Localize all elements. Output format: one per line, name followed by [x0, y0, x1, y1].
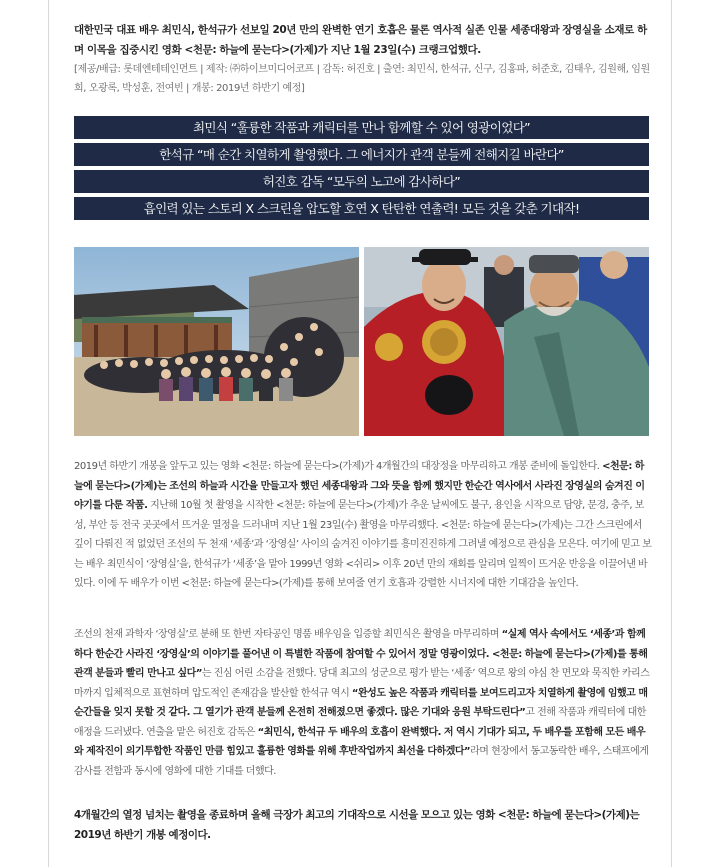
p1-text-b: 지난해 10월 첫 촬영을 시작한 <천문: 하늘에 묻는다>(가제)가 추운 날씨에도 불구, 용인을 시작으로 담양, 문경, 충주, 보성, 부안 등 전국 곳곳에서 뜨거운 열정을 드러내며 지난 1월 23일(수) 촬영을 마무리했다. <천문: 하늘에 묻는다>(가제)는 그간 스크린에서 깊이 다뤄진 적 없었던 조선의 두 천재 ‘세종’과 ‘장영실’ 사이의 숨겨진 이야기를 흥미진진하게 그려낼 예정으로 관심을 모은다. 여기에 믿고 보는 배우 최민식이 ‘장영실’을, 한석규가 ‘세종’을 맡아 1999년 영화 <쉬리> 이후 20년 만의 재회를 알리며 일찍이 뜨거운 반응을 이끌어낸 바 있다. 이에 두 배우가 이번 <천문: 하늘에 묻는다>(가제)를 통해 보여줄 연기 호흡과 강렬한 시너지에 대한 기대감을 높인다.: [74, 500, 652, 589]
p2-text-e: 고 전해 작품과 캐릭터에 대한 애정을 드러냈다. 연출을 맡은 허진호 감독은: [74, 707, 646, 738]
quote-choi: “실제 역사 속에서도 ‘세종’과 함께 하다 한순간 사라진 ‘장영실’의 이야기를 풀어낸 이 특별한 작품에 참여할 수 있어서 정말 영광이었다. <천문: 하늘에 묻는다>(가제)를 통해 관객 분들과 빨리 만나고 싶다”: [74, 629, 648, 679]
lead-paragraph: 대한민국 대표 배우 최민식, 한석규가 선보일 20년 만의 완벽한 연기 호흡은 물론 역사적 실존 인물 세종대왕과 장영실을 소재로 하며 이목을 집중시킨 영화 <천문: 하늘에 묻는다>(가제)가 지난 1월 23일(수) 크랭크업했다.: [74, 24, 647, 56]
p2-text-a: 조선의 천재 과학자 ‘장영실’로 분해 또 한번 자타공인 명품 배우임을 입증할 최민식은 촬영을 마무리하며: [74, 629, 502, 640]
p1-text-bold: <천문: 하늘에 묻는다>(가제)는 조선의 하늘과 시간을 만들고자 했던 세종대왕과 그와 뜻을 함께 했지만 한순간 역사에서 사라진 장영실의 숨겨진 이야기를 다룬 작품.: [74, 461, 645, 511]
credits-line: [제공/배급: 롯데엔테테인먼트 | 제작: ㈜하이브미디어코프 | 감독: 허진호 | 출연: 최민식, 한석규, 신구, 김홍파, 허준호, 김태우, 김원해, 임원희, 오광록, 박성훈, 전여빈 | 개봉: 2019년 하반기 예정]: [74, 64, 650, 94]
quote-banner-han: 한석규 “매 순간 치열하게 촬영했다. 그 에너지가 관객 분들께 전해지길 바란다”: [74, 143, 649, 166]
actors-in-joseon-costume-photo: [364, 247, 649, 436]
body-paragraph-2: [74, 625, 652, 781]
closing-paragraph: 4개월간의 열정 넘치는 촬영을 종료하며 올해 극장가 최고의 기대작으로 시선을 모으고 있는 영화 <천문: 하늘에 묻는다>(가제)는 2019년 하반기 개봉 예정이다.: [74, 809, 640, 841]
quote-banners: [74, 116, 649, 224]
quote-banner-director: 허진호 감독 “모두의 노고에 감사하다”: [74, 170, 649, 193]
p2-text-c: 는 진심 어린 소감을 전했다. 당대 최고의 성군으로 평가 받는 ‘세종’ 역으로 왕의 야심 찬 면모와 묵직한 카리스마까지 입체적으로 표현하며 압도적인 존재감을 발산할 한석규 역시: [74, 668, 650, 699]
p2-text-g: 라며 현장에서 동고동락한 배우, 스태프에게 감사를 전함과 동시에 영화에 대한 기대를 더했다.: [74, 746, 649, 777]
tagline-banner: 흡인력 있는 스토리 X 스크린을 압도할 호연 X 탄탄한 연출력! 모든 것을 갖춘 기대작!: [74, 197, 649, 220]
press-release-page: [48, 0, 672, 867]
quote-banner-choi: 최민식 “훌륭한 작품과 캐릭터를 만나 함께할 수 있어 영광이었다”: [74, 116, 649, 139]
quote-han: “완성도 높은 작품과 캐릭터를 보여드리고자 치열하게 촬영에 임했고 매 순간들을 잊지 못할 것 같다. 그 열기가 관객 분들께 온전히 전해졌으면 좋겠다. 많은 기대와 응원 부탁드린다”: [74, 687, 648, 718]
p1-text-a: 2019년 하반기 개봉을 앞두고 있는 영화 <천문: 하늘에 묻는다>(가제)가 4개월간의 대장정을 마무리하고 개봉 준비에 돌입한다.: [74, 461, 603, 472]
quote-director: “최민식, 한석규 두 배우의 호흡이 완벽했다. 저 역시 기대가 되고, 두 배우를 포함해 모든 배우와 제작진이 의기투합한 작품인 만큼 힘있고 훌륭한 영화를 위해 후반작업까지 최선을 다하겠다”: [74, 726, 646, 757]
body-paragraph-1: [74, 457, 652, 594]
cast-and-crew-group-photo: [74, 247, 359, 436]
